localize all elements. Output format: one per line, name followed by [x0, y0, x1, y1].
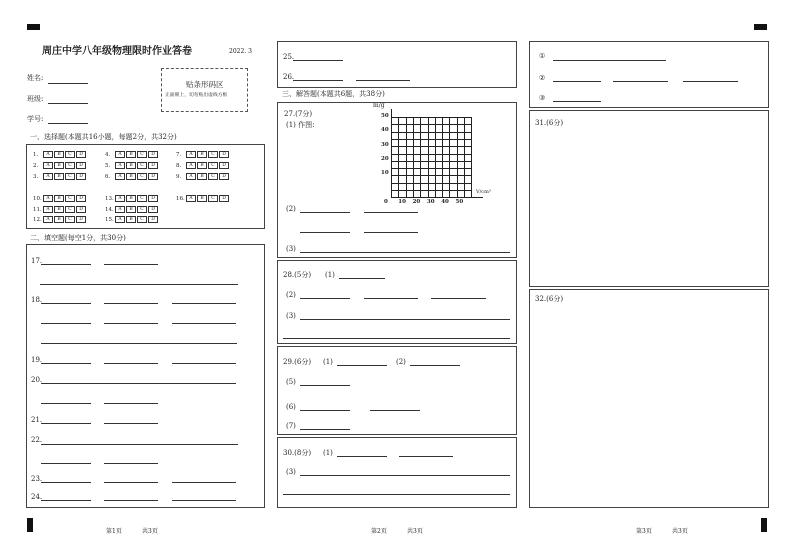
- q18-blank-5[interactable]: [104, 323, 158, 324]
- circled-2-blank-1[interactable]: [553, 81, 601, 82]
- exam-date: 2022. 3: [229, 48, 252, 55]
- q18-blank-2[interactable]: [104, 303, 158, 304]
- mc-option-bubble[interactable]: A: [43, 195, 53, 202]
- graph-grid-line: [406, 117, 407, 197]
- q27-blank-3[interactable]: [300, 232, 350, 233]
- q18-blank-6[interactable]: [172, 323, 236, 324]
- student-id-label: 学号:: [27, 115, 44, 123]
- registration-mark-bottom-left: [27, 518, 33, 532]
- q30-blank-2[interactable]: [399, 456, 453, 457]
- mc-option-bubble[interactable]: B: [54, 195, 64, 202]
- class-label: 班级:: [27, 95, 44, 103]
- mc-option-bubble[interactable]: C: [208, 173, 218, 180]
- q25-blank[interactable]: [293, 60, 343, 61]
- q22-label: 22.: [31, 436, 43, 444]
- q26-blank-2[interactable]: [356, 80, 410, 81]
- graph-x-tick-label: 30: [426, 199, 435, 206]
- mc-option-bubble[interactable]: C: [137, 195, 147, 202]
- mc-option-bubble[interactable]: B: [54, 216, 64, 223]
- q23-blank-3[interactable]: [172, 482, 236, 483]
- graph-x-tick-label: 40: [441, 199, 449, 206]
- barcode-title: 贴条形码区: [186, 80, 224, 89]
- graph-grid-line: [391, 161, 471, 162]
- mc-option-bubble[interactable]: B: [54, 206, 64, 213]
- mc-option-bubble[interactable]: D: [76, 162, 86, 169]
- q28-part3: (3): [286, 312, 296, 320]
- class-field[interactable]: [48, 103, 88, 104]
- q22-blank-1[interactable]: [41, 444, 238, 445]
- name-label: 姓名:: [27, 74, 44, 82]
- mc-option-bubble[interactable]: A: [186, 195, 196, 202]
- q31-title: 31.(6分): [535, 119, 564, 127]
- graph-y-tick-label: 40: [381, 127, 389, 134]
- mc-question: [105, 151, 159, 159]
- q28-blank-4[interactable]: [431, 298, 486, 299]
- mc-question-number: 2.: [33, 163, 39, 169]
- mc-option-bubble[interactable]: C: [137, 206, 147, 213]
- graph-y-tick-label: 10: [381, 170, 389, 177]
- circled-2-blank-2[interactable]: [613, 81, 668, 82]
- section1-heading: 一、选择题(本题共16小题，每题2分，共32分): [30, 133, 177, 141]
- q28-blank-6[interactable]: [283, 338, 510, 339]
- circled-3-blank[interactable]: [553, 101, 601, 102]
- q18-blank-7[interactable]: [41, 343, 237, 344]
- graph-grid-line: [457, 117, 458, 197]
- mc-question: [176, 173, 230, 181]
- mc-option-bubble[interactable]: B: [54, 151, 64, 158]
- barcode-area: [161, 68, 248, 112]
- q28-part1: (1): [325, 271, 335, 279]
- footer-page-3: 第3页: [636, 528, 652, 535]
- q30-box: [277, 437, 517, 508]
- mc-option-bubble[interactable]: D: [76, 216, 86, 223]
- mc-option-bubble[interactable]: B: [197, 173, 207, 180]
- graph-grid-line: [391, 132, 471, 133]
- mc-question: [33, 162, 87, 170]
- mc-option-bubble[interactable]: C: [208, 151, 218, 158]
- graph-grid-line: [442, 117, 443, 197]
- q18-blank-3[interactable]: [172, 303, 236, 304]
- graph-grid-line: [391, 175, 471, 176]
- mc-question: [33, 216, 87, 224]
- q22-blank-2[interactable]: [41, 463, 91, 464]
- q28-box: [277, 260, 517, 344]
- q20-blank-1[interactable]: [41, 383, 236, 384]
- q17-blank-1[interactable]: [41, 264, 91, 265]
- q30-blank-1[interactable]: [337, 456, 387, 457]
- graph-grid-line: [391, 117, 392, 197]
- graph-x-axis-label: V/cm³: [476, 189, 491, 195]
- mc-option-bubble[interactable]: B: [126, 173, 136, 180]
- mc-question: [176, 162, 230, 170]
- graph-y-axis-label: m/g: [373, 102, 385, 109]
- q23-blank-2[interactable]: [104, 482, 158, 483]
- q21-blank-2[interactable]: [104, 423, 158, 424]
- q28-blank-1[interactable]: [339, 278, 385, 279]
- footer-page-1: 第1页: [106, 528, 122, 535]
- mc-question-number: 14.: [105, 207, 114, 213]
- mc-option-bubble[interactable]: B: [126, 151, 136, 158]
- graph-grid-line: [391, 190, 471, 191]
- q29-part5: (5): [286, 378, 296, 386]
- student-id-field[interactable]: [48, 123, 88, 124]
- mc-option-bubble[interactable]: A: [186, 162, 196, 169]
- mc-option-bubble[interactable]: D: [148, 206, 158, 213]
- q30-part1: (1): [323, 449, 333, 457]
- q30-blank-4[interactable]: [283, 494, 510, 495]
- mc-option-bubble[interactable]: D: [76, 206, 86, 213]
- mc-option-bubble[interactable]: A: [186, 151, 196, 158]
- q23-blank-1[interactable]: [41, 482, 91, 483]
- q25-label: 25.: [283, 53, 295, 61]
- q26-blank-1[interactable]: [293, 80, 343, 81]
- mc-option-bubble[interactable]: D: [219, 151, 229, 158]
- section2-heading: 二、填空题(每空1分，共30分): [30, 234, 126, 242]
- mc-option-bubble[interactable]: B: [126, 195, 136, 202]
- circled-1-blank[interactable]: [553, 60, 666, 61]
- mc-option-bubble[interactable]: B: [197, 195, 207, 202]
- graph-grid-line: [471, 117, 472, 197]
- graph-x-tick-label: 50: [455, 199, 464, 206]
- mc-option-bubble[interactable]: B: [126, 206, 136, 213]
- mc-option-bubble[interactable]: C: [65, 206, 75, 213]
- name-field[interactable]: [48, 83, 88, 84]
- graph-grid-line: [391, 154, 471, 155]
- graph-x-tick-label: 10: [398, 199, 406, 206]
- mc-option-bubble[interactable]: D: [219, 173, 229, 180]
- q30-blank-3[interactable]: [300, 475, 510, 476]
- mc-option-bubble[interactable]: A: [43, 173, 53, 180]
- q28-title: 28.(5分): [283, 271, 312, 279]
- q29-part6: (6): [286, 403, 296, 411]
- mc-option-bubble[interactable]: C: [137, 151, 147, 158]
- q27-blank-1[interactable]: [300, 212, 350, 213]
- graph-grid-line: [449, 117, 450, 197]
- q21-blank-1[interactable]: [41, 423, 91, 424]
- mc-question-number: 13.: [105, 196, 114, 202]
- mc-option-bubble[interactable]: D: [148, 216, 158, 223]
- mc-question-number: 8.: [176, 163, 182, 169]
- mc-option-bubble[interactable]: A: [115, 162, 125, 169]
- circled-3-label: ③: [539, 94, 546, 102]
- registration-mark-top-left: [27, 24, 40, 30]
- q27-title: 27.(7分): [284, 110, 313, 118]
- q29-blank-6b[interactable]: [370, 410, 420, 411]
- section3-heading: 三、解答题(本题共6题，共38分): [282, 90, 385, 98]
- mc-option-bubble[interactable]: C: [65, 216, 75, 223]
- q18-blank-4[interactable]: [41, 323, 91, 324]
- graph-x-axis: [391, 197, 483, 198]
- mc-question-number: 12.: [33, 217, 42, 223]
- mc-question-number: 6.: [105, 174, 111, 180]
- q28-blank-3[interactable]: [364, 298, 418, 299]
- q28-part2: (2): [286, 291, 296, 299]
- graph-y-axis: [391, 109, 392, 117]
- mc-option-bubble[interactable]: C: [65, 173, 75, 180]
- mc-question: [105, 195, 159, 203]
- graph-x-tick-label: 0: [384, 199, 388, 206]
- q21-label: 21.: [31, 416, 43, 424]
- registration-mark-bottom-right: [761, 518, 767, 532]
- mc-option-bubble[interactable]: C: [208, 195, 218, 202]
- graph-grid-line: [391, 183, 471, 184]
- q26-label: 26.: [283, 73, 295, 81]
- mc-question-number: 10.: [33, 196, 42, 202]
- mc-option-bubble[interactable]: C: [137, 162, 147, 169]
- mc-option-bubble[interactable]: A: [43, 216, 53, 223]
- mc-question-number: 7.: [176, 152, 182, 158]
- q20-label: 20.: [31, 376, 43, 384]
- page-title: 周庄中学八年级物理限时作业答卷: [42, 46, 192, 57]
- q17-blank-3[interactable]: [40, 284, 238, 285]
- q29-part1: (1): [323, 358, 333, 366]
- q29-blank-1[interactable]: [337, 365, 387, 366]
- q29-title: 29.(6分): [283, 358, 312, 366]
- mc-option-bubble[interactable]: A: [115, 151, 125, 158]
- mc-question: [176, 195, 230, 203]
- q29-blank-7[interactable]: [300, 429, 350, 430]
- q24-blank-1[interactable]: [41, 500, 91, 501]
- q27-part2: (2): [286, 205, 296, 213]
- mc-question: [33, 195, 87, 203]
- graph-grid-line: [435, 117, 436, 197]
- mc-question: [176, 151, 230, 159]
- mc-option-bubble[interactable]: C: [65, 151, 75, 158]
- q27-blank-4[interactable]: [364, 232, 418, 233]
- q22-blank-3[interactable]: [104, 463, 158, 464]
- graph-grid-line: [391, 146, 471, 147]
- mc-question-number: 1.: [33, 152, 39, 158]
- graph-y-tick-label: 50: [381, 113, 389, 119]
- graph-grid-line: [398, 117, 399, 197]
- graph-grid-line: [464, 117, 465, 197]
- q18-label: 18.: [31, 296, 43, 304]
- q30-part3: (3): [286, 468, 296, 476]
- mc-option-bubble[interactable]: A: [43, 151, 53, 158]
- mc-option-bubble[interactable]: D: [76, 173, 86, 180]
- graph-y-tick-label: 20: [381, 155, 389, 162]
- mc-option-bubble[interactable]: C: [137, 173, 147, 180]
- mc-option-bubble[interactable]: B: [54, 162, 64, 169]
- graph-grid-line: [391, 124, 471, 125]
- q27-blank-5[interactable]: [300, 252, 510, 253]
- footer-total-3: 共3页: [672, 528, 688, 535]
- q24-blank-2[interactable]: [104, 500, 158, 501]
- footer-page-2: 第2页: [371, 528, 387, 535]
- barcode-note: 正面朝上，切勿贴出虚线方框: [165, 93, 228, 98]
- q28-blank-5[interactable]: [300, 319, 510, 320]
- q27-blank-2[interactable]: [364, 212, 418, 213]
- circled-2-label: ②: [539, 74, 546, 82]
- q-continuation-box: [529, 41, 769, 108]
- mc-option-bubble[interactable]: B: [126, 162, 136, 169]
- graph-grid-line: [413, 117, 414, 197]
- graph-grid-line: [391, 117, 471, 118]
- registration-mark-top-right: [754, 24, 767, 30]
- q29-blank-2[interactable]: [410, 365, 460, 366]
- mc-question: [33, 151, 87, 159]
- mc-option-bubble[interactable]: A: [115, 173, 125, 180]
- q29-blank-5[interactable]: [300, 385, 350, 386]
- q32-box: [529, 289, 769, 508]
- q29-part7: (7): [286, 422, 296, 430]
- graph-grid-line: [391, 168, 471, 169]
- mc-option-bubble[interactable]: C: [65, 195, 75, 202]
- mc-option-bubble[interactable]: B: [54, 173, 64, 180]
- q30-title: 30.(8分): [283, 449, 312, 457]
- mc-question: [105, 206, 159, 214]
- q24-label: 24.: [31, 493, 43, 501]
- mc-option-bubble[interactable]: D: [76, 195, 86, 202]
- mc-option-bubble[interactable]: B: [126, 216, 136, 223]
- footer-total-2: 共3页: [407, 528, 423, 535]
- q17-label: 17.: [31, 257, 43, 265]
- mc-question: [105, 162, 159, 170]
- mc-option-bubble[interactable]: A: [43, 206, 53, 213]
- q28-blank-2[interactable]: [300, 298, 350, 299]
- mc-option-bubble[interactable]: B: [197, 162, 207, 169]
- mc-question-number: 4.: [105, 152, 111, 158]
- footer-total-1: 共3页: [142, 528, 158, 535]
- mc-option-bubble[interactable]: C: [137, 216, 147, 223]
- q19-blank-2[interactable]: [104, 363, 158, 364]
- mc-option-bubble[interactable]: D: [219, 162, 229, 169]
- q19-blank-3[interactable]: [172, 363, 236, 364]
- mc-question-number: 3.: [33, 174, 39, 180]
- circled-1-label: ①: [539, 52, 546, 60]
- graph-y-tick-label: 30: [381, 141, 389, 148]
- graph-grid-line: [420, 117, 421, 197]
- circled-2-blank-3[interactable]: [683, 81, 738, 82]
- q19-blank-1[interactable]: [41, 363, 91, 364]
- q31-box: [529, 110, 769, 287]
- mc-option-bubble[interactable]: D: [219, 195, 229, 202]
- mc-option-bubble[interactable]: D: [148, 162, 158, 169]
- mc-question: [33, 206, 87, 214]
- graph-grid-line: [428, 117, 429, 197]
- q29-blank-6a[interactable]: [300, 410, 350, 411]
- graph-x-tick-label: 20: [412, 199, 421, 206]
- mc-option-bubble[interactable]: D: [148, 173, 158, 180]
- mc-question-number: 16.: [176, 196, 185, 202]
- mc-option-bubble[interactable]: A: [43, 162, 53, 169]
- mc-option-bubble[interactable]: A: [186, 173, 196, 180]
- mc-option-bubble[interactable]: C: [65, 162, 75, 169]
- q24-blank-3[interactable]: [172, 500, 236, 501]
- q27-part3: (3): [286, 245, 296, 253]
- q20-blank-3[interactable]: [104, 403, 158, 404]
- q19-label: 19.: [31, 356, 43, 364]
- mc-question: [33, 173, 87, 181]
- graph-grid-line: [391, 139, 471, 140]
- q32-title: 32.(6分): [535, 295, 564, 303]
- q17-blank-2[interactable]: [104, 264, 158, 265]
- mc-option-bubble[interactable]: D: [148, 195, 158, 202]
- mc-option-bubble[interactable]: B: [197, 151, 207, 158]
- mc-question-number: 15.: [105, 217, 114, 223]
- mc-question: [105, 173, 159, 181]
- q20-blank-2[interactable]: [41, 403, 91, 404]
- mc-question-number: 9.: [176, 174, 182, 180]
- mc-option-bubble[interactable]: D: [76, 151, 86, 158]
- mc-option-bubble[interactable]: A: [115, 195, 125, 202]
- q18-blank-1[interactable]: [41, 303, 91, 304]
- mc-option-bubble[interactable]: A: [115, 216, 125, 223]
- mc-question: [105, 216, 159, 224]
- mc-question-number: 5.: [105, 163, 111, 169]
- mc-option-bubble[interactable]: C: [208, 162, 218, 169]
- q23-label: 23.: [31, 475, 43, 483]
- q29-part2: (2): [396, 358, 406, 366]
- q27-part1: (1) 作图:: [286, 121, 315, 129]
- mc-option-bubble[interactable]: A: [115, 206, 125, 213]
- mc-option-bubble[interactable]: D: [148, 151, 158, 158]
- mc-question-number: 11.: [33, 207, 42, 213]
